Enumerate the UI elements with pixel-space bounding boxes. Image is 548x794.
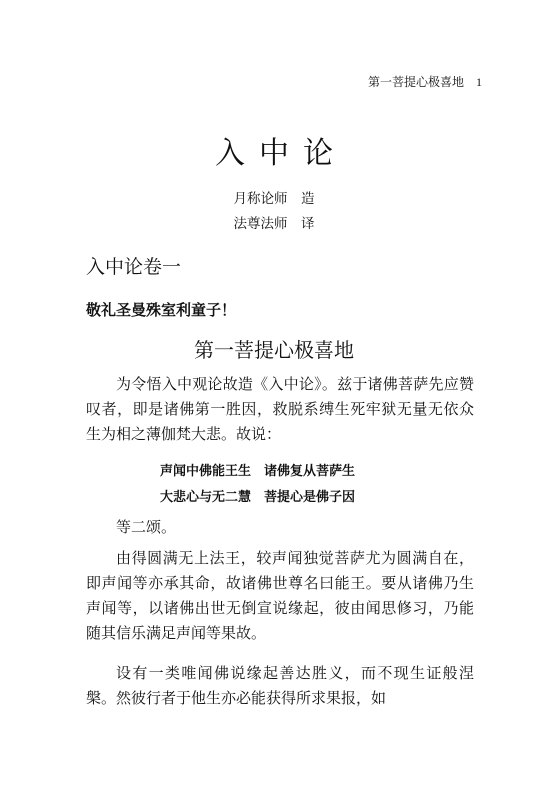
running-title: 第一菩提心极喜地	[367, 75, 464, 89]
page-title: 入中论	[215, 136, 347, 171]
author-credit: 月称论师 造	[233, 191, 315, 207]
paragraph-continuation: 设有一类唯闻佛说缘起善达胜义，而不现生证般涅槃。然彼行者于他生亦必能获得所求果报，如	[86, 664, 474, 707]
homage-line: 敬礼圣曼殊室利童子！	[86, 301, 237, 319]
volume-heading: 入中论卷一	[86, 256, 182, 278]
paragraph-commentary: 由得圆满无上法王，较声闻独觉菩萨尤为圆满自在，即声闻等亦承其命，故诸佛世尊名曰能王。要从诸佛乃生声闻等，以诸佛出世无倒宣说缘起，彼由闻思修习，乃能随其信乐满足声闻等果故。	[86, 549, 474, 642]
paragraph-intro: 为令悟入中观论故造《入中论》。兹于诸佛菩萨先应赞叹者，即是诸佛第一胜因，救脱系缚生死牢狱无量无依众生为相之薄伽梵大悲。故说：	[86, 375, 474, 443]
translator-credit: 法尊法师 译	[233, 216, 315, 232]
page-number: 1	[476, 75, 482, 89]
paragraph-two-verses: 等二颂。	[116, 518, 177, 536]
verse-line: 声闻中佛能王生 诸佛复从菩萨生	[160, 464, 356, 479]
chapter-heading: 第一菩提心极喜地	[194, 338, 354, 362]
verse-line: 大悲心与无二慧 菩提心是佛子因	[160, 490, 356, 505]
running-header	[368, 74, 482, 90]
